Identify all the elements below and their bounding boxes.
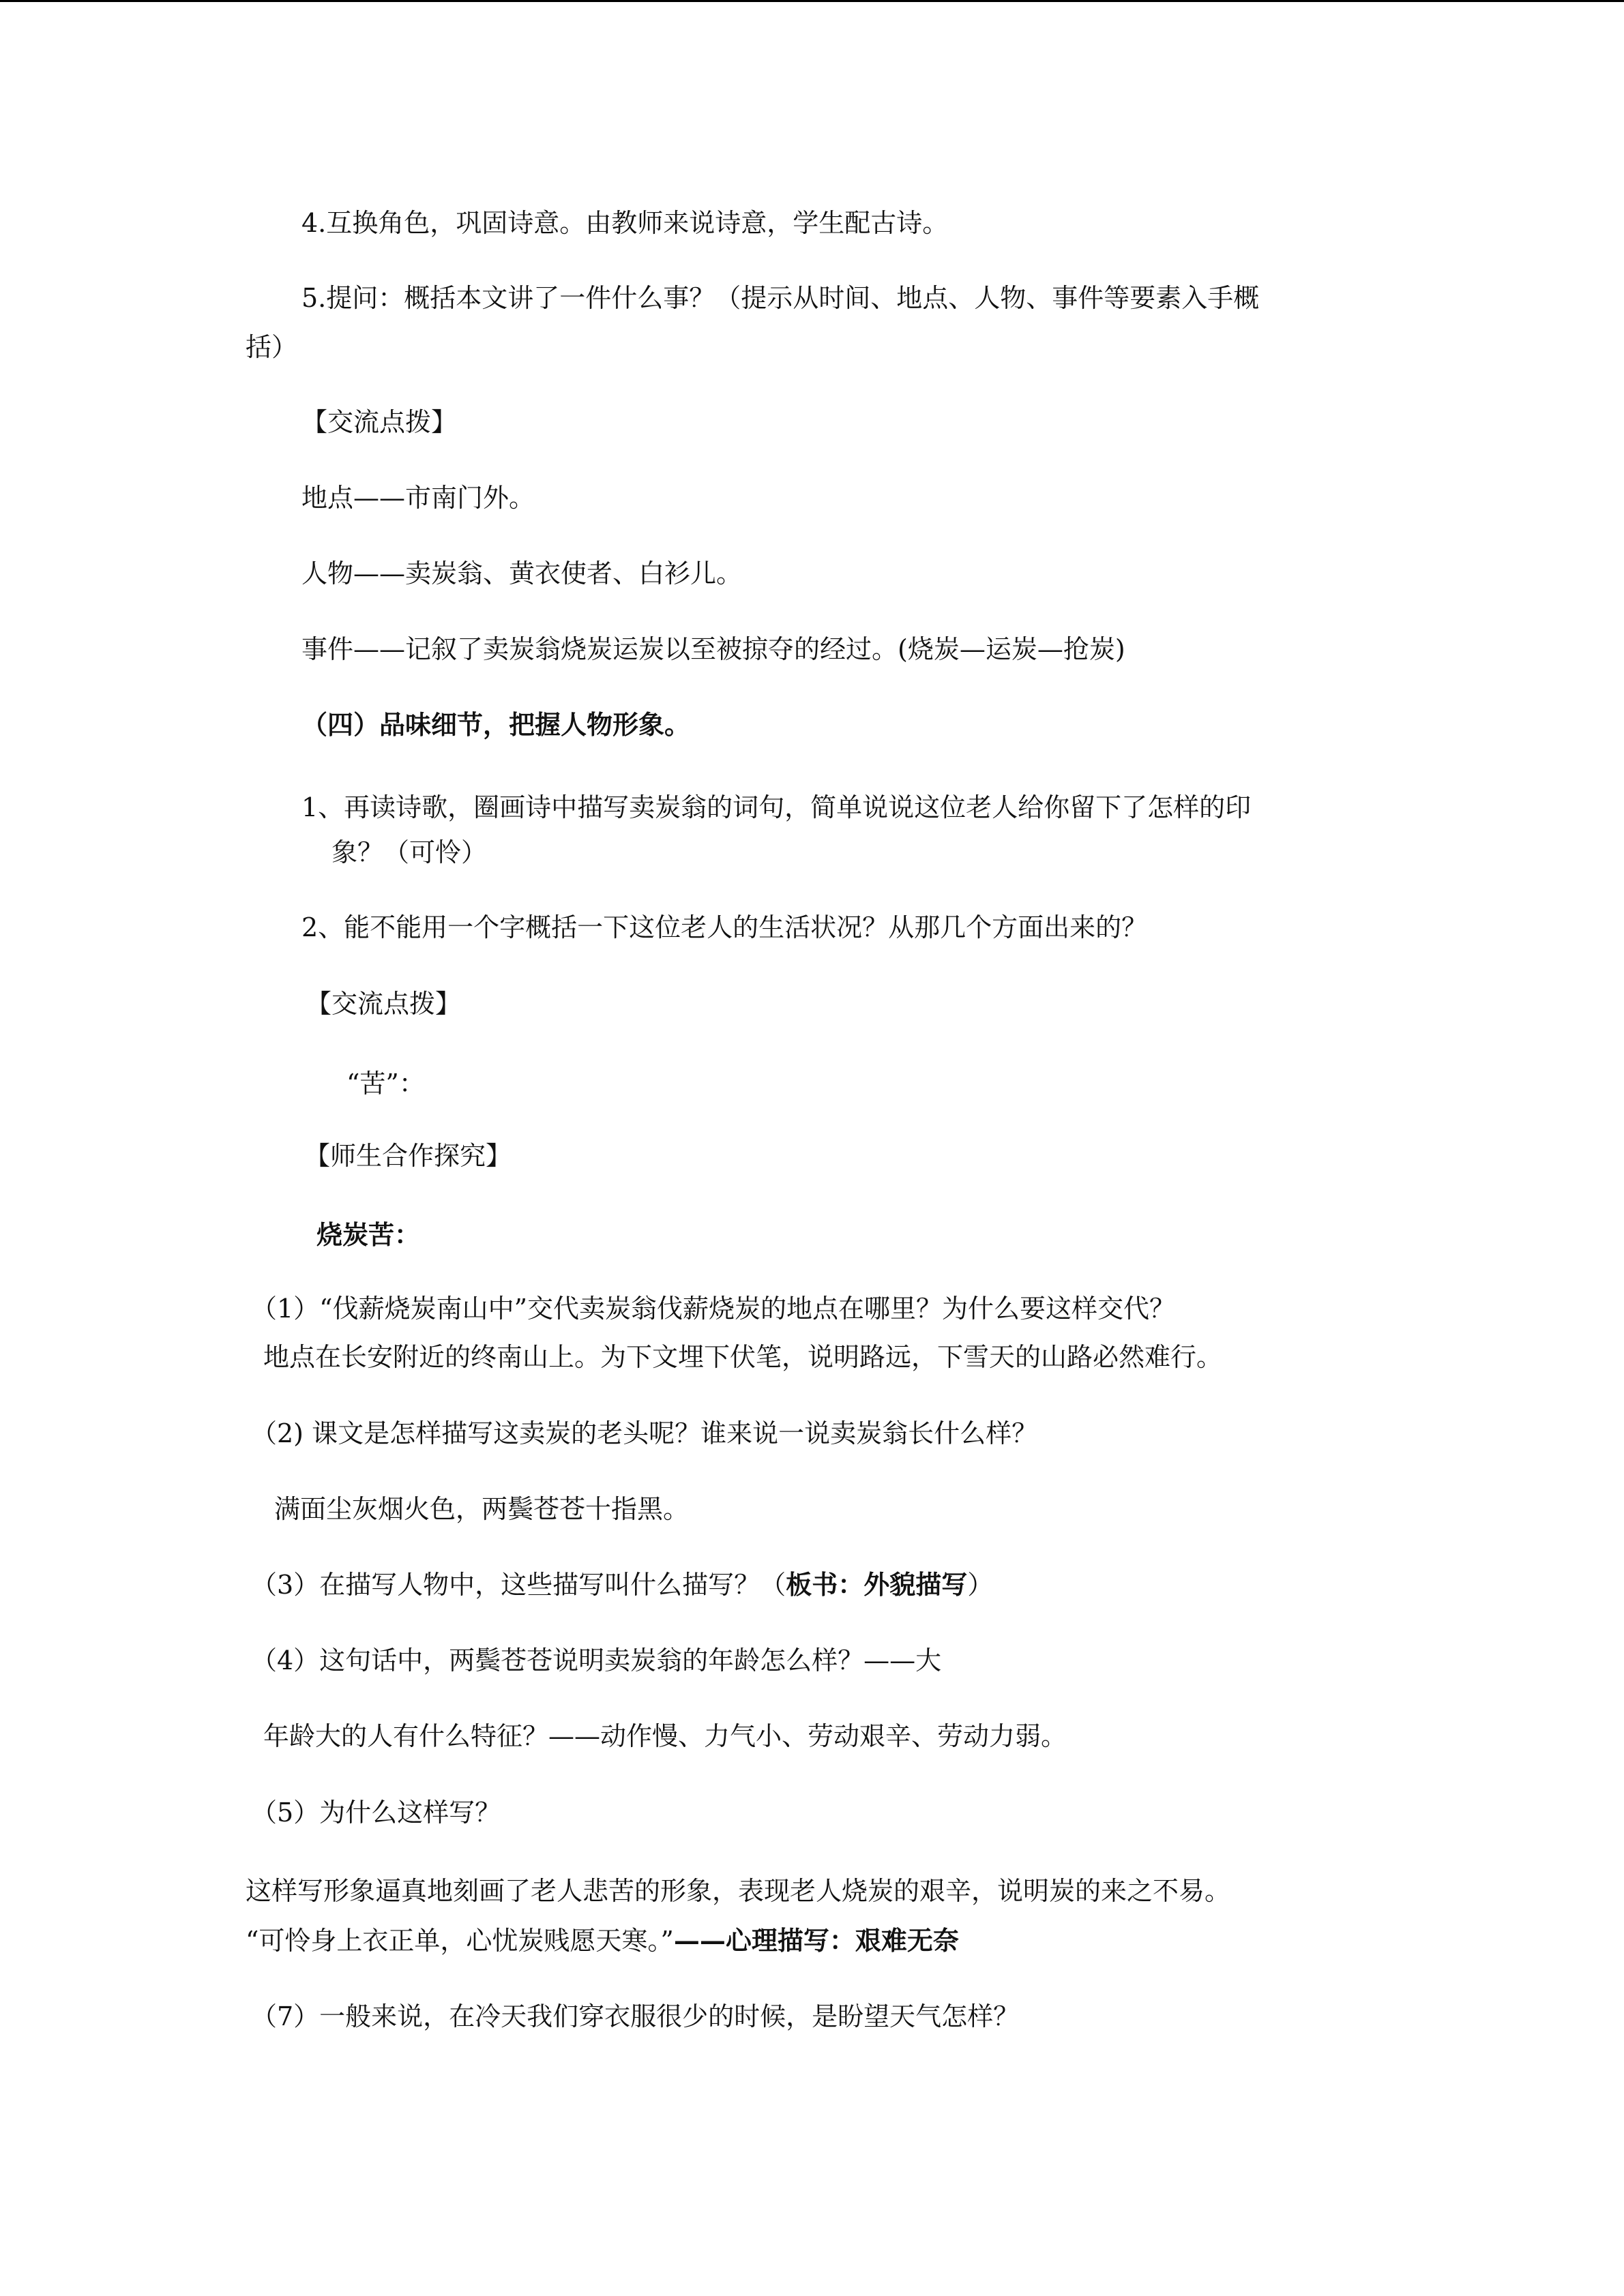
text-line: 4.互换角色，巩固诗意。由教师来说诗意，学生配古诗。: [301, 208, 949, 238]
text-line: 5.提问：概括本文讲了一件什么事？（提示从时间、地点、人物、事件等要素入手概: [301, 283, 1260, 313]
text-line: 地点——市南门外。: [301, 483, 535, 513]
text-line: 这样写形象逼真地刻画了老人悲苦的形象，表现老人烧炭的艰辛，说明炭的来之不易。: [246, 1876, 1231, 1906]
text-line: （7）一般来说，在冷天我们穿衣服很少的时候，是盼望天气怎样？: [251, 2001, 1020, 2031]
page-top-border: [0, 0, 1624, 2]
text-line: 括）: [246, 332, 298, 362]
quote-span: “可怜身上衣正单，心忧炭贱愿天寒。”: [246, 1926, 674, 1956]
text-line: 事件——记叙了卖炭翁烧炭运炭以至被掠夺的经过。(烧炭—运炭—抢炭): [301, 634, 1125, 664]
list-item: 2、能不能用一个字概括一下这位老人的生活状况？从那几个方面出来的？: [301, 912, 1148, 942]
text-line: （2) 课文是怎样描写这卖炭的老头呢？谁来说一说卖炭翁长什么样？: [251, 1418, 1038, 1448]
text-line: “苦”：: [346, 1069, 425, 1099]
text-line: 年龄大的人有什么特征？——动作慢、力气小、劳动艰辛、劳动力弱。: [263, 1721, 1067, 1751]
section-heading: 【师生合作探究】: [304, 1141, 512, 1171]
section-heading: （四）品味细节，把握人物形象。: [301, 709, 691, 740]
text-line: 满面尘灰烟火色，两鬓苍苍十指黑。: [274, 1494, 690, 1524]
section-heading: 【交流点拨】: [306, 989, 462, 1019]
list-item: 1、再读诗歌，圈画诗中描写卖炭翁的词句，简单说说这位老人给你留下了怎样的印: [301, 792, 1252, 822]
text-line: （4）这句话中，两鬓苍苍说明卖炭翁的年龄怎么样？——大: [251, 1645, 942, 1675]
text-line: 地点在长安附近的终南山上。为下文埋下伏笔，说明路远，下雪天的山路必然难行。: [263, 1342, 1223, 1372]
text-span: ）: [967, 1570, 994, 1600]
list-item-continuation: 象？（可怜）: [331, 837, 488, 867]
text-line: 人物——卖炭翁、黄衣使者、白衫儿。: [301, 558, 743, 588]
section-heading: 【交流点拨】: [301, 407, 458, 437]
board-note: 板书：外貌描写: [786, 1569, 968, 1600]
text-line: [251, 1567, 993, 1602]
text-span: （3）在描写人物中，这些描写叫什么描写？（: [251, 1570, 786, 1600]
text-line: [246, 1923, 959, 1958]
section-heading: 烧炭苦：: [316, 1219, 421, 1250]
emphasis-span: ——心理描写：艰难无奈: [673, 1925, 959, 1956]
text-line: （5）为什么这样写？: [251, 1798, 501, 1828]
text-line: （1）“伐薪烧炭南山中”交代卖炭翁伐薪烧炭的地点在哪里？为什么要这样交代？: [251, 1294, 1176, 1324]
